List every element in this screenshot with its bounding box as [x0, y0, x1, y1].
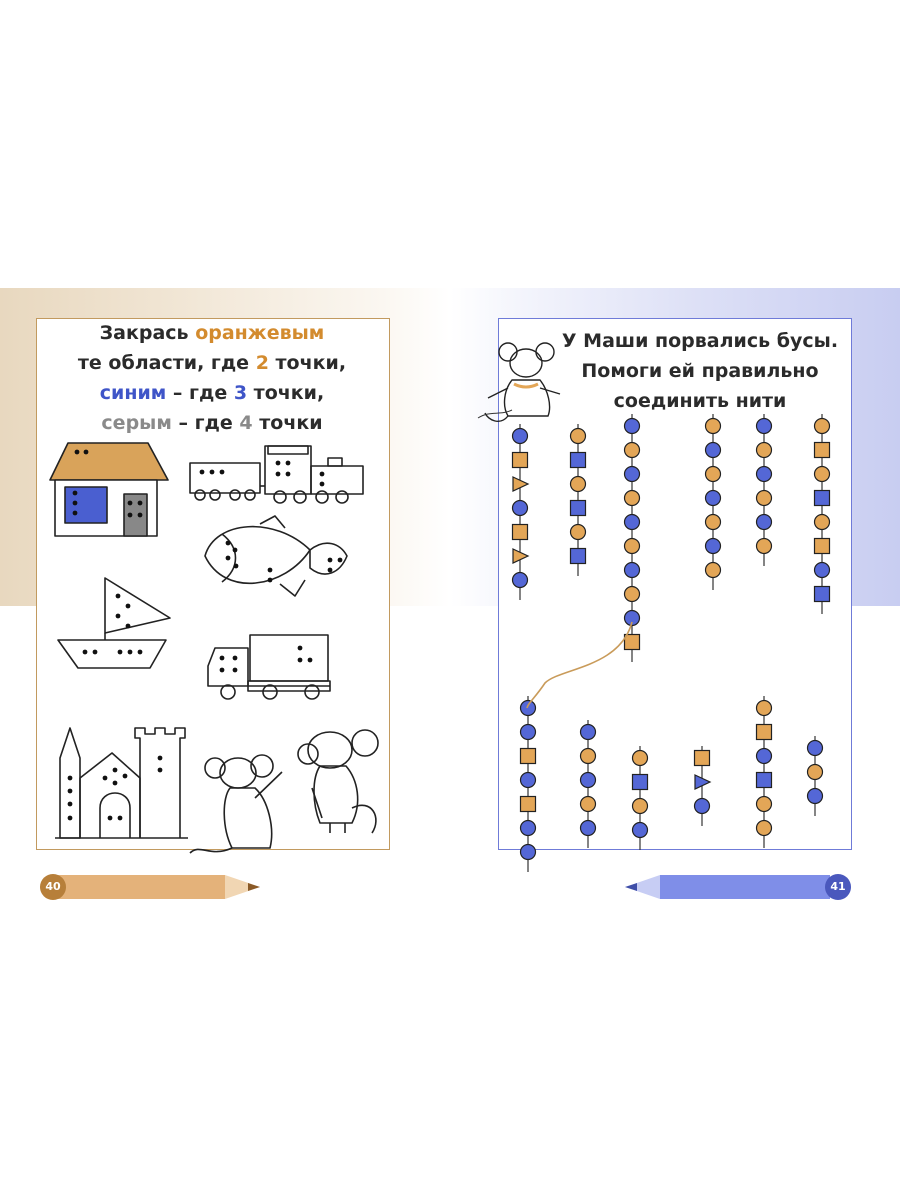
orange-word: оранжевым: [195, 322, 325, 344]
bead: [757, 701, 772, 716]
bead: [625, 515, 640, 530]
masha-mouse-drawing: [485, 343, 560, 421]
bead: [625, 539, 640, 554]
number-three: 3: [233, 382, 248, 404]
instr-text: Закрась: [99, 322, 196, 344]
bead: [513, 525, 528, 540]
bead: [695, 751, 710, 766]
bead: [757, 515, 772, 530]
bead: [581, 773, 596, 788]
bead: [521, 725, 536, 740]
instr-text: – где: [171, 412, 240, 434]
bead: [521, 749, 536, 764]
bead: [625, 443, 640, 458]
bead: [815, 515, 830, 530]
left-pencil: [40, 874, 270, 900]
book-spread: [0, 288, 900, 906]
bead: [625, 491, 640, 506]
bead: [815, 443, 830, 458]
bead: [633, 799, 648, 814]
bead: [706, 515, 721, 530]
instr-line: соединить нити: [613, 390, 787, 412]
bead: [521, 773, 536, 788]
connected-thread: [527, 622, 632, 708]
bead: [521, 701, 536, 716]
bead: [571, 501, 586, 516]
instr-line: Помоги ей правильно: [581, 360, 819, 382]
bead: [513, 453, 528, 468]
bead: [815, 491, 830, 506]
bead: [815, 539, 830, 554]
bead: [521, 797, 536, 812]
bead: [625, 467, 640, 482]
bead: [513, 429, 528, 444]
bead: [757, 725, 772, 740]
bead: [633, 751, 648, 766]
bead: [625, 587, 640, 602]
bead: [808, 765, 823, 780]
bead: [706, 419, 721, 434]
right-pencil: [620, 874, 840, 900]
instr-text: точки: [252, 412, 323, 434]
page-number-left: 40: [40, 874, 66, 900]
bead: [633, 823, 648, 838]
bead: [513, 573, 528, 588]
bead: [581, 797, 596, 812]
bead: [625, 419, 640, 434]
bead: [757, 797, 772, 812]
bead: [571, 549, 586, 564]
bead-strings: [513, 414, 830, 872]
bead: [633, 775, 648, 790]
bead: [581, 821, 596, 836]
instr-line: У Маши порвались бусы.: [561, 330, 839, 352]
bead: [808, 741, 823, 756]
number-four: 4: [239, 412, 253, 434]
bead: [757, 821, 772, 836]
bead: [521, 845, 536, 860]
bead: [521, 821, 536, 836]
number-two: 2: [255, 352, 269, 374]
instr-text: точки,: [268, 352, 347, 374]
bead: [706, 467, 721, 482]
bead: [571, 477, 586, 492]
bead: [625, 635, 640, 650]
bead: [581, 725, 596, 740]
bead: [757, 467, 772, 482]
bead: [706, 491, 721, 506]
bead: [757, 491, 772, 506]
bead: [581, 749, 596, 764]
bead: [808, 789, 823, 804]
bead: [571, 453, 586, 468]
instr-text: – где: [166, 382, 234, 404]
bead: [815, 563, 830, 578]
instr-text: точки,: [247, 382, 325, 404]
bead: [695, 799, 710, 814]
bead: [706, 443, 721, 458]
bead: [815, 419, 830, 434]
blue-word: синим: [99, 382, 167, 404]
gray-word: серым: [101, 412, 172, 434]
bead: [706, 563, 721, 578]
bead: [571, 429, 586, 444]
bead: [706, 539, 721, 554]
bead: [757, 773, 772, 788]
bead: [757, 539, 772, 554]
bead: [757, 443, 772, 458]
page-number-right: 41: [825, 874, 851, 900]
bead: [815, 467, 830, 482]
bead: [625, 563, 640, 578]
bead: [757, 419, 772, 434]
bead: [571, 525, 586, 540]
bead: [815, 587, 830, 602]
instr-text: те области, где: [77, 352, 256, 374]
bead: [513, 501, 528, 516]
right-illustrations: [0, 288, 900, 906]
bead: [757, 749, 772, 764]
